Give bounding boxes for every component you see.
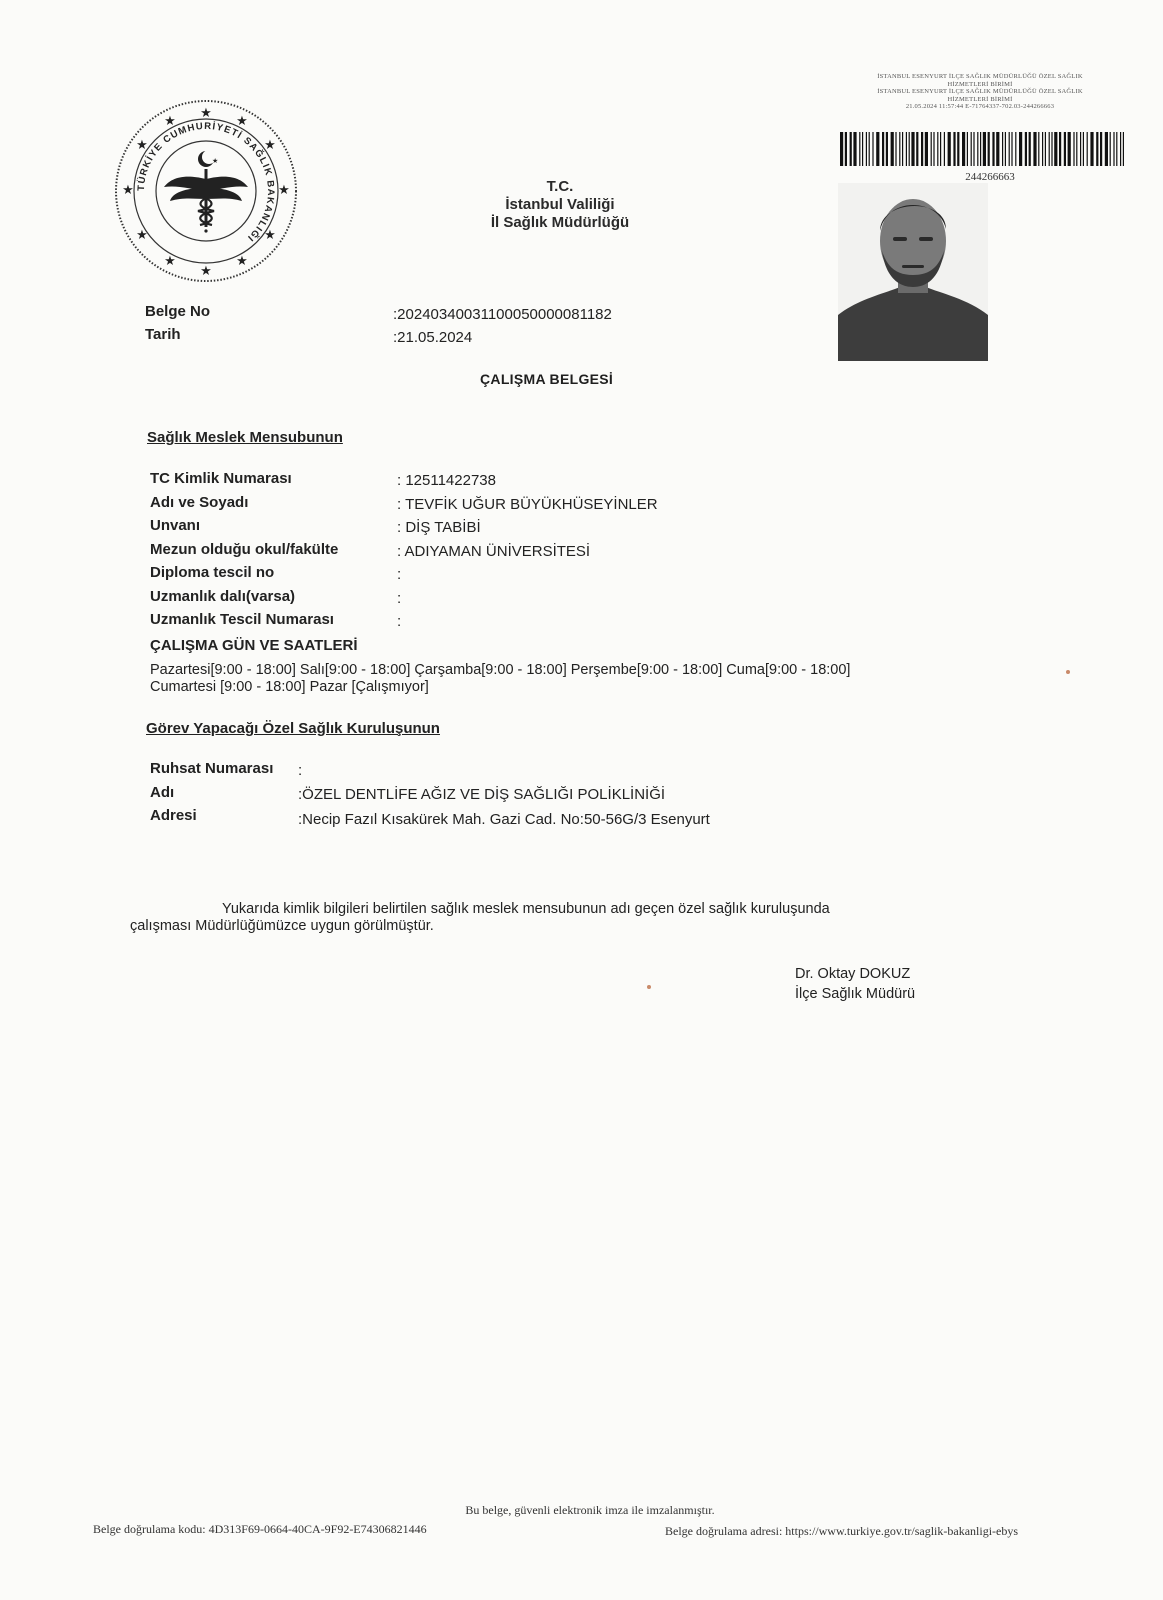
member-label-diploma: Diploma tescil no: [150, 564, 275, 581]
svg-text:★: ★: [200, 264, 212, 279]
barcode-bar: [862, 132, 863, 166]
barcode-bar: [1025, 132, 1027, 166]
barcode-bar: [1113, 132, 1114, 166]
esign-note: Bu belge, güvenli elektronik imza ile imzalanmıştır.: [465, 1503, 715, 1517]
barcode-bar: [1015, 132, 1016, 166]
tarih-label: Tarih: [145, 326, 181, 343]
barcode-caption-line-4: HİZMETLERİ BİRİMİ: [947, 95, 1013, 103]
barcode-bar: [992, 132, 994, 166]
belge-no-label: Belge No: [145, 303, 211, 320]
barcode-bar: [983, 132, 986, 166]
barcode-bar: [1019, 132, 1022, 166]
barcode-bar: [925, 132, 928, 166]
barcode-bar: [1038, 132, 1039, 166]
schedule-text: [150, 662, 970, 696]
barcode-bar: [909, 132, 910, 166]
header-tc: T.C.: [546, 178, 574, 195]
facility-label-address: Adresi: [150, 807, 197, 824]
svg-text:★: ★: [122, 183, 134, 198]
barcode-bar: [911, 132, 914, 166]
barcode-bar: [1105, 132, 1108, 166]
document-header: [380, 178, 740, 232]
barcode-bar: [1083, 132, 1084, 166]
svg-text:★: ★: [136, 228, 148, 243]
facility-section-title: Görev Yapacağı Özel Sağlık Kuruluşunun: [146, 720, 440, 737]
barcode-bar: [916, 132, 918, 166]
facility-value-name: :ÖZEL DENTLİFE AĞIZ VE DİŞ SAĞLIĞI POLİKLİNİĞİ: [298, 786, 666, 803]
barcode-bar: [1064, 132, 1066, 166]
barcode-caption-line-1: İSTANBUL ESENYURT İLÇE SAĞLIK MÜDÜRLÜĞÜ ÖZEL SAĞLIK: [877, 73, 1083, 80]
barcode-bar: [853, 132, 856, 166]
barcode-bar: [933, 132, 934, 166]
scan-speck: [1066, 670, 1070, 674]
barcode-bar: [840, 132, 843, 166]
barcode-caption-line-3: İSTANBUL ESENYURT İLÇE SAĞLIK MÜDÜRLÜĞÜ ÖZEL SAĞLIK: [877, 88, 1083, 95]
member-value-specialty-reg: :: [397, 613, 402, 630]
facility-label-license: Ruhsat Numarası: [150, 760, 274, 777]
barcode-bar: [957, 132, 959, 166]
barcode-bar: [1033, 132, 1036, 166]
svg-text:★: ★: [264, 228, 276, 243]
barcode-bar: [859, 132, 860, 166]
barcode-bar: [953, 132, 955, 166]
barcode-bar: [866, 132, 867, 166]
barcode-bar: [902, 132, 903, 166]
barcode-caption-line-5: 21.05.2024 11:57:44 E-71764337-702.03-244266663: [905, 103, 1055, 110]
barcode-bar: [1054, 132, 1057, 166]
member-label-tc: TC Kimlik Numarası: [150, 470, 292, 487]
schedule-line-1: Pazartesi[9:00 - 18:00] Salı[9:00 - 18:00] Çarşamba[9:00 - 18:00] Perşembe[9:00 - 18:00] Cuma[9:00 - 18:00]: [150, 662, 851, 678]
member-value-tc: : 12511422738: [397, 472, 496, 489]
barcode-bar: [967, 132, 968, 166]
barcode-bar: [962, 132, 965, 166]
member-label-specialty: Uzmanlık dalı(varsa): [150, 588, 296, 605]
barcode-bar: [996, 132, 999, 166]
barcode-bar: [921, 132, 923, 166]
verification-code: Belge doğrulama kodu: 4D313F69-0664-40CA-9F92-E74306821446: [93, 1522, 427, 1536]
barcode-bar: [1005, 132, 1006, 166]
barcode-bar: [891, 132, 894, 166]
member-label-name: Adı ve Soyadı: [150, 494, 249, 511]
statement-line-1: Yukarıda kimlik bilgileri belirtilen sağlık meslek mensubunun adı geçen özel sağlık kuruluşunda: [222, 901, 830, 917]
barcode-bar: [1090, 132, 1093, 166]
barcode-caption: [830, 73, 1130, 111]
svg-text:★: ★: [236, 114, 248, 129]
barcode-number: 244266663: [965, 171, 1015, 183]
barcode-bar: [1100, 132, 1102, 166]
barcode-bar: [1123, 132, 1124, 166]
ministry-seal-logo: [112, 97, 300, 285]
belge-no-value: :20240340031100050000081182: [393, 306, 612, 323]
barcode-bar: [850, 132, 852, 166]
barcode-bar: [869, 132, 870, 166]
barcode-bar: [937, 132, 938, 166]
barcode-bar: [899, 132, 900, 166]
member-value-specialty: :: [397, 590, 402, 607]
barcode-icon: [838, 132, 1128, 166]
barcode-bar: [973, 132, 974, 166]
barcode-bar: [1059, 132, 1061, 166]
barcode-bar: [1073, 132, 1074, 166]
barcode-bar: [980, 132, 981, 166]
verification-address: Belge doğrulama adresi: https://www.turkiye.gov.tr/saglik-bakanligi-ebys: [665, 1524, 1019, 1538]
svg-text:★: ★: [200, 106, 212, 121]
barcode-bar: [895, 132, 896, 166]
facility-value-license: :: [298, 762, 303, 779]
barcode-bar: [906, 132, 907, 166]
barcode-bar: [872, 132, 873, 166]
scan-speck: [647, 985, 651, 989]
statement-line-2: çalışması Müdürlüğümüzce uygun görülmüştür.: [130, 918, 434, 934]
barcode-bar: [1120, 132, 1121, 166]
svg-text:★: ★: [164, 114, 176, 129]
barcode-bar: [845, 132, 847, 166]
header-governorship: İstanbul Valiliği: [505, 196, 615, 213]
barcode-bar: [1042, 132, 1043, 166]
barcode-bar: [1110, 132, 1111, 166]
signature-block: [795, 964, 915, 1004]
member-value-title: : DİŞ TABİBİ: [397, 519, 481, 536]
svg-text:★: ★: [136, 138, 148, 153]
svg-text:★: ★: [278, 183, 290, 198]
member-value-name: : TEVFİK UĞUR BÜYÜKHÜSEYİNLER: [397, 496, 658, 513]
member-label-school: Mezun olduğu okul/fakülte: [150, 541, 339, 558]
barcode-bar: [940, 132, 941, 166]
barcode-bar: [1051, 132, 1052, 166]
barcode-bar: [1029, 132, 1031, 166]
person-photo-icon: [838, 183, 988, 361]
header-directorate: İl Sağlık Müdürlüğü: [490, 214, 630, 231]
signatory-title: İlçe Sağlık Müdürü: [795, 986, 916, 1002]
svg-text:★: ★: [264, 138, 276, 153]
svg-text:★: ★: [164, 254, 176, 269]
barcode-bar: [977, 132, 978, 166]
barcode-bar: [931, 132, 932, 166]
barcode-bar: [944, 132, 945, 166]
facility-label-name: Adı: [150, 784, 175, 801]
barcode-bar: [971, 132, 972, 166]
member-label-specialty-reg: Uzmanlık Tescil Numarası: [150, 611, 334, 628]
member-label-title: Unvanı: [150, 517, 201, 534]
person-photo: [838, 183, 988, 361]
barcode-bar: [1009, 132, 1010, 166]
barcode-bar: [876, 132, 879, 166]
document-title: ÇALIŞMA BELGESİ: [480, 371, 614, 387]
barcode-caption-line-2: HİZMETLERİ BİRİMİ: [947, 80, 1013, 88]
tarih-value: :21.05.2024: [393, 329, 473, 346]
schedule-title: ÇALIŞMA GÜN VE SAATLERİ: [150, 637, 358, 654]
barcode-bar: [1076, 132, 1077, 166]
barcode-bar: [1011, 132, 1012, 166]
caduceus-crescent-star-icon: [112, 97, 300, 285]
member-value-diploma: :: [397, 566, 402, 583]
barcode-bar: [1116, 132, 1117, 166]
barcode-bar: [1096, 132, 1098, 166]
barcode-bar: [886, 132, 888, 166]
schedule-line-2: Cumartesi [9:00 - 18:00] Pazar [Çalışmıyor]: [150, 679, 429, 695]
member-section-title: Sağlık Meslek Mensubunun: [147, 429, 343, 446]
barcode-bar: [1045, 132, 1046, 166]
barcode-bar: [948, 132, 951, 166]
svg-text:★: ★: [212, 157, 219, 165]
barcode-bar: [1068, 132, 1071, 166]
barcode-bar: [882, 132, 884, 166]
barcode-bar: [1080, 132, 1081, 166]
svg-text:★: ★: [236, 254, 248, 269]
barcode-bar: [988, 132, 990, 166]
facility-value-address: :Necip Fazıl Kısakürek Mah. Gazi Cad. No:50-56G/3 Esenyurt: [298, 811, 710, 828]
signatory-name: Dr. Oktay DOKUZ: [795, 966, 911, 982]
barcode-bar: [1002, 132, 1003, 166]
member-value-school: : ADIYAMAN ÜNİVERSİTESİ: [397, 543, 591, 560]
barcode-bar: [1049, 132, 1050, 166]
barcode-bar: [1087, 132, 1088, 166]
seal-ring-text: TÜRKİYE CUMHURİYETİ SAĞLIK BAKANLIĞI: [135, 120, 277, 244]
approval-statement: [130, 901, 950, 935]
